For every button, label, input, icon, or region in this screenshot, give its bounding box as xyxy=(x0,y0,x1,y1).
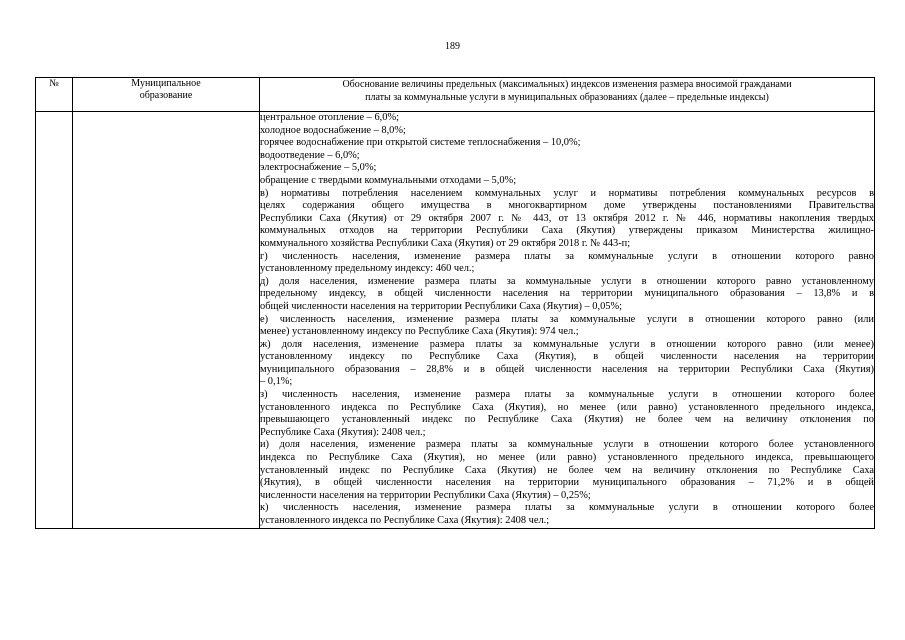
row-number-cell xyxy=(36,112,73,529)
text-line: коммунальных отходов на территории Республики Саха (Якутия) утверждены приказом Министерства жилищно- xyxy=(260,225,874,237)
text-line: коммунального хозяйства Республики Саха (Якутия) от 29 октября 2018 г. № 443-п; xyxy=(260,237,631,249)
text-line: общей численности населения на территории Республики Саха (Якутия) – 0,05%; xyxy=(260,300,623,312)
text-line: ж) доля населения, изменение размера платы за коммунальные услуги в отношении которого равно (или менее) xyxy=(260,338,874,350)
text-line: (Якутия), в общей численности населения на территории муниципального образования – 71,2% и в общей xyxy=(260,477,874,489)
text-line: установленного индекса по Республике Саха (Якутия): 2408 чел.; xyxy=(260,515,550,526)
text-line: горячее водоснабжение при открытой системе теплоснабжения – 10,0%; xyxy=(260,137,581,149)
header-municipality xyxy=(73,78,260,112)
text-line: целях содержания общего имущества в многоквартирном доме утверждены постановлениями Правительства xyxy=(260,200,874,212)
text-line: установленному предельному индексу: 460 чел.; xyxy=(260,263,475,275)
text-line: д) доля населения, изменение размера платы за коммунальные услуги в отношении которого равно установленному xyxy=(260,275,874,287)
header-number: № xyxy=(36,78,73,112)
justification-table xyxy=(35,77,875,529)
justification-text-cell xyxy=(260,112,875,529)
text-line: Республики Саха (Якутия) от 29 октября 2007 г. № 443, от 13 октября 2012 г. № 446, нормативы накопления твердых xyxy=(260,212,874,224)
text-line: численности населения на территории Республики Саха (Якутия) – 0,25%; xyxy=(260,489,591,501)
row-municipality-cell xyxy=(73,112,260,529)
text-line: установленный индекс по Республике Саха (Якутия) не более чем на величину отклонения по Республике Саха xyxy=(260,464,874,476)
text-line: в) нормативы потребления населением коммунальных услуг и нормативы потребления коммунальных ресурсов в xyxy=(260,187,874,199)
text-line: установленного индекса по Республике Саха (Якутия), но менее (или равно) установленного предельного индекса, xyxy=(260,401,874,413)
header-justification-line: Обоснование величины предельных (максимальных) индексов изменения размера вносимой гражданами xyxy=(342,79,792,90)
page-number: 189 xyxy=(445,41,460,52)
text-line: муниципального образования – 28,8% и в общей численности населения на территории Республики Саха (Якутия) xyxy=(260,363,874,375)
text-line: менее) установленному индексу по Республике Саха (Якутия): 974 чел.; xyxy=(260,326,579,338)
text-line: центральное отопление – 6,0%; xyxy=(260,112,399,123)
text-line: г) численность населения, изменение размера платы за коммунальные услуги в отношении которого равно xyxy=(260,250,874,262)
text-line: индекса по Республике Саха (Якутия), но менее (или равно) установленного предельного индекса, превышающего xyxy=(260,452,874,464)
text-line: Республике Саха (Якутия): 2408 чел.; xyxy=(260,426,426,438)
text-line: водоотведение – 6,0%; xyxy=(260,149,360,161)
table-header-row xyxy=(36,78,875,112)
text-line: электроснабжение – 5,0%; xyxy=(260,162,377,174)
header-justification-line: платы за коммунальные услуги в муниципальных образованиях (далее – предельные индексы) xyxy=(365,92,769,103)
text-line: е) численность населения, изменение размера платы за коммунальные услуги в отношении которого равно (или xyxy=(260,313,874,325)
table-row xyxy=(36,112,875,529)
text-line: – 0,1%; xyxy=(260,376,293,388)
text-line: предельному индексу, в общей численности населения на территории муниципального образования – 13,8% и в xyxy=(260,288,874,300)
text-line: к) численность населения, изменение размера платы за коммунальные услуги в отношении которого более xyxy=(260,502,874,514)
text-line: з) численность населения, изменение размера платы за коммунальные услуги в отношении которого более xyxy=(260,389,874,401)
text-line: установленному индексу по Республике Саха (Якутия), в общей численности населения на территории xyxy=(260,351,874,363)
text-line: и) доля населения, изменение размера платы за коммунальные услуги в отношении которого более установленного xyxy=(260,439,874,451)
header-justification xyxy=(260,78,875,112)
text-line: превышающего установленный индекс по Республике Саха (Якутия) не более чем на величину отклонения по xyxy=(260,414,874,426)
text-line: холодное водоснабжение – 8,0%; xyxy=(260,124,406,136)
header-municipality-line: образование xyxy=(139,90,193,101)
header-municipality-line: Муниципальное xyxy=(131,78,201,89)
text-line: обращение с твердыми коммунальными отходами – 5,0%; xyxy=(260,174,517,186)
